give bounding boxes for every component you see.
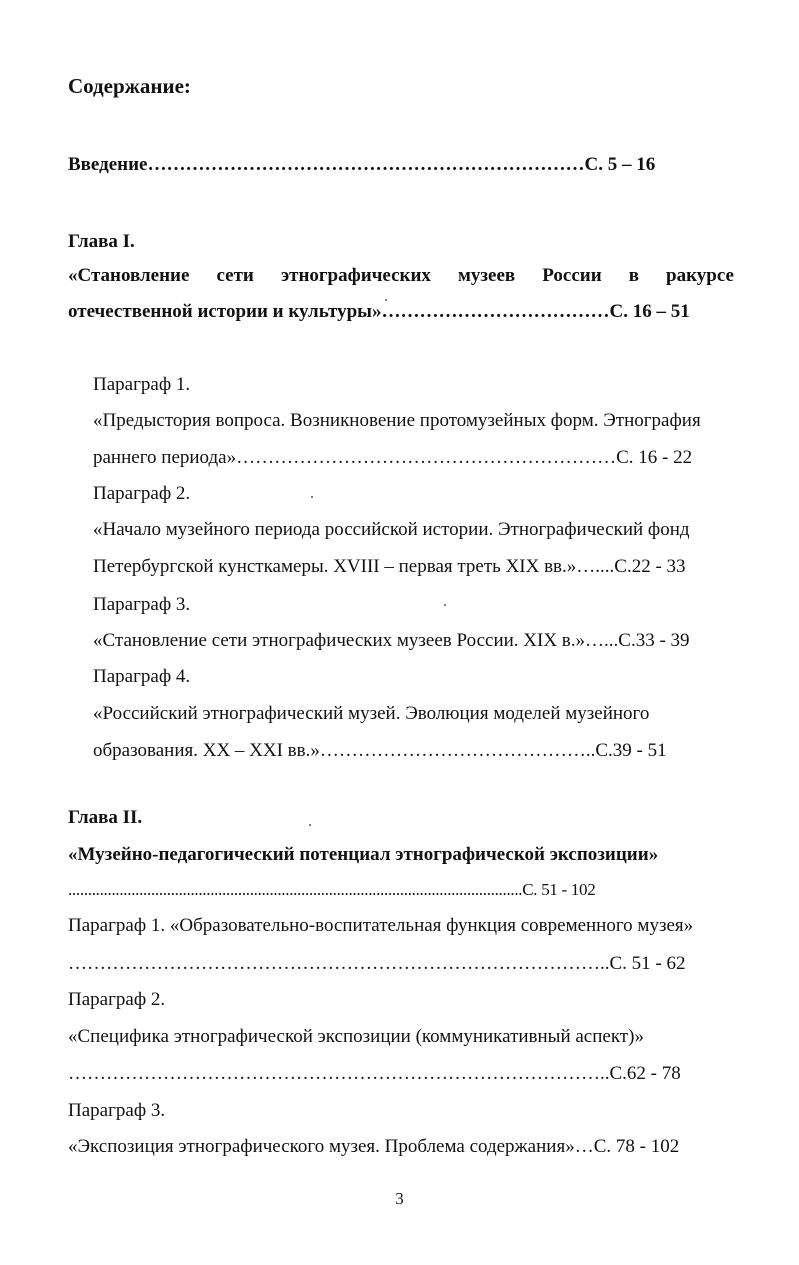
ch2-section2-line1: «Специфика этнографической экспозиции (коммуникативный аспект)» <box>68 1026 644 1047</box>
chapter1-title-word: ракурсе <box>666 265 734 286</box>
ch1-section2-line2: Петербургской кунсткамеры. XVIII – первая треть XIX вв.»…....С.22 - 33 <box>93 556 686 577</box>
chapter1-title-word: «Становление <box>68 265 190 286</box>
scan-speck <box>444 604 446 606</box>
chapter1-title-line1 <box>68 264 734 288</box>
chapter1-title-word: этнографических <box>280 265 431 286</box>
ch2-section2-line2: …………………………………………………………………………..С.62 - 78 <box>68 1063 681 1084</box>
ch1-section3-line1: «Становление сети этнографических музеев России. XIX в.»…...С.33 - 39 <box>93 630 690 651</box>
scan-speck <box>309 824 311 826</box>
ch1-section1-line1: «Предыстория вопроса. Возникновение протомузейных форм. Этнография <box>93 410 701 431</box>
chapter1-title-line2: отечественной истории и культуры»………………………………С. 16 – 51 <box>68 301 690 322</box>
chapter1-title-word: музеев <box>457 265 516 286</box>
ch2-section1-line2: …………………………………………………………………………..С. 51 - 62 <box>68 953 686 974</box>
chapter2-title: «Музейно-педагогический потенциал этнографической экспозиции» <box>68 844 659 865</box>
toc-title: Содержание: <box>68 74 191 98</box>
ch1-section4-label: Параграф 4. <box>93 666 191 687</box>
ch1-section3-label: Параграф 3. <box>93 594 191 615</box>
chapter1-heading: Глава I. <box>68 231 135 252</box>
chapter1-title-word: сети <box>216 265 254 286</box>
ch2-section3-label: Параграф 3. <box>68 1100 166 1121</box>
ch1-section1-line2: раннего периода»……………………………………………………С. 16 - 22 <box>93 447 693 468</box>
chapter2-pages: ...................................................................................................................С. 51 - 102 <box>68 880 596 899</box>
ch1-section2-line1: «Начало музейного периода российской истории. Этнографический фонд <box>93 519 690 540</box>
ch1-section1-label: Параграф 1. <box>93 374 191 395</box>
chapter2-heading: Глава II. <box>68 807 143 828</box>
ch1-section4-line2: образования. XX – XXI вв.»……………………………………..С.39 - 51 <box>93 740 667 761</box>
ch1-section4-line1: «Российский этнографический музей. Эволюция моделей музейного <box>93 703 650 724</box>
scan-speck <box>311 496 313 498</box>
page-number: 3 <box>395 1189 404 1208</box>
ch1-section2-label: Параграф 2. <box>93 483 191 504</box>
chapter1-title-word: в <box>628 265 639 286</box>
toc-intro-entry: Введение……………………………………………………………С. 5 – 16 <box>68 154 656 175</box>
ch2-section3-line1: «Экспозиция этнографического музея. Проблема содержания»…С. 78 - 102 <box>68 1136 680 1157</box>
scan-speck <box>385 299 387 301</box>
ch2-section1-line1: Параграф 1. «Образовательно-воспитательная функция современного музея» <box>68 915 694 936</box>
chapter1-title-word: России <box>542 265 602 286</box>
ch2-section2-label: Параграф 2. <box>68 989 166 1010</box>
